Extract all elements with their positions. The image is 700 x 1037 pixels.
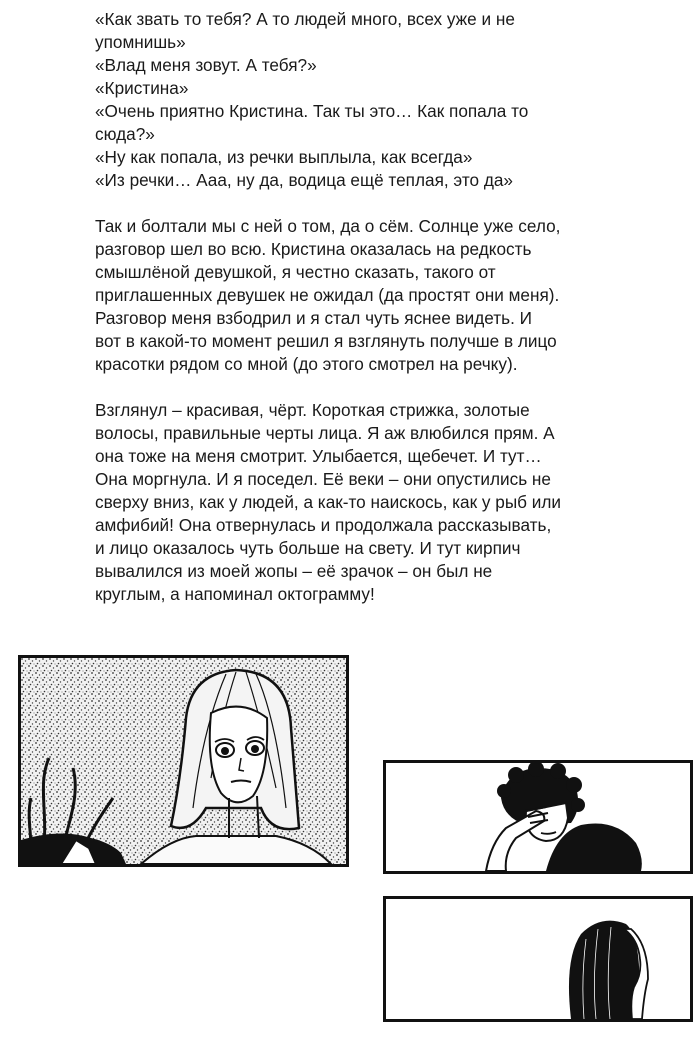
text-line: разговор шел во всю. Кристина оказалась на редкость [95,239,532,259]
comic-panel-girl-turned-away [383,896,693,1022]
text-line: Взглянул – красивая, чёрт. Короткая стрижка, золотые [95,400,530,420]
girl-portrait-illustration [21,658,346,864]
comic-panel-girl-portrait [18,655,349,867]
text-line: сверху вниз, как у людей, а как-то наискось, как у рыб или [95,492,562,512]
text-line: «Из речки… Ааа, ну да, водица ещё теплая, это да» [95,170,513,190]
text-line: «Ну как попала, из речки выплыла, как всегда» [95,147,473,167]
girl-turned-away-illustration [386,899,690,1019]
story-text [95,8,655,606]
text-line: вот в какой-то момент решил я взглянуть получше в лицо [95,331,557,351]
dialogue-paragraph [95,8,655,192]
text-line: упомнишь» [95,32,186,52]
text-line: Так и болтали мы с ней о том, да о сём. Солнце уже село, [95,216,561,236]
text-line: красотки рядом со мной (до этого смотрел на речку). [95,354,518,374]
text-line: Разговор меня взбодрил и я стал чуть яснее видеть. И [95,308,533,328]
text-line: «Очень приятно Кристина. Так ты это… Как попала то [95,101,529,121]
text-line: Она моргнула. И я поседел. Её веки – они опустились не [95,469,551,489]
text-line: и лицо оказалось чуть больше на свету. И тут кирпич [95,538,521,558]
text-line: амфибий! Она отвернулась и продолжала рассказывать, [95,515,552,535]
text-line: «Влад меня зовут. А тебя?» [95,55,317,75]
narration-paragraph [95,215,655,376]
narration-paragraph [95,399,655,606]
text-line: «Кристина» [95,78,189,98]
text-line: вывалился из моей жопы – её зрачок – он был не [95,561,493,581]
text-line: она тоже на меня смотрит. Улыбается, щебечет. И тут… [95,446,542,466]
text-line: волосы, правильные черты лица. Я аж влюбился прям. А [95,423,555,443]
comic-panel-man-holding-head [383,760,693,874]
text-line: круглым, а напоминал октограмму! [95,584,375,604]
man-holding-head-illustration [386,763,690,871]
text-line: приглашенных девушек не ожидал (да простят они меня). [95,285,560,305]
text-line: «Как звать то тебя? А то людей много, всех уже и не [95,9,515,29]
text-line: смышлёной девушкой, я честно сказать, такого от [95,262,496,282]
text-line: сюда?» [95,124,155,144]
